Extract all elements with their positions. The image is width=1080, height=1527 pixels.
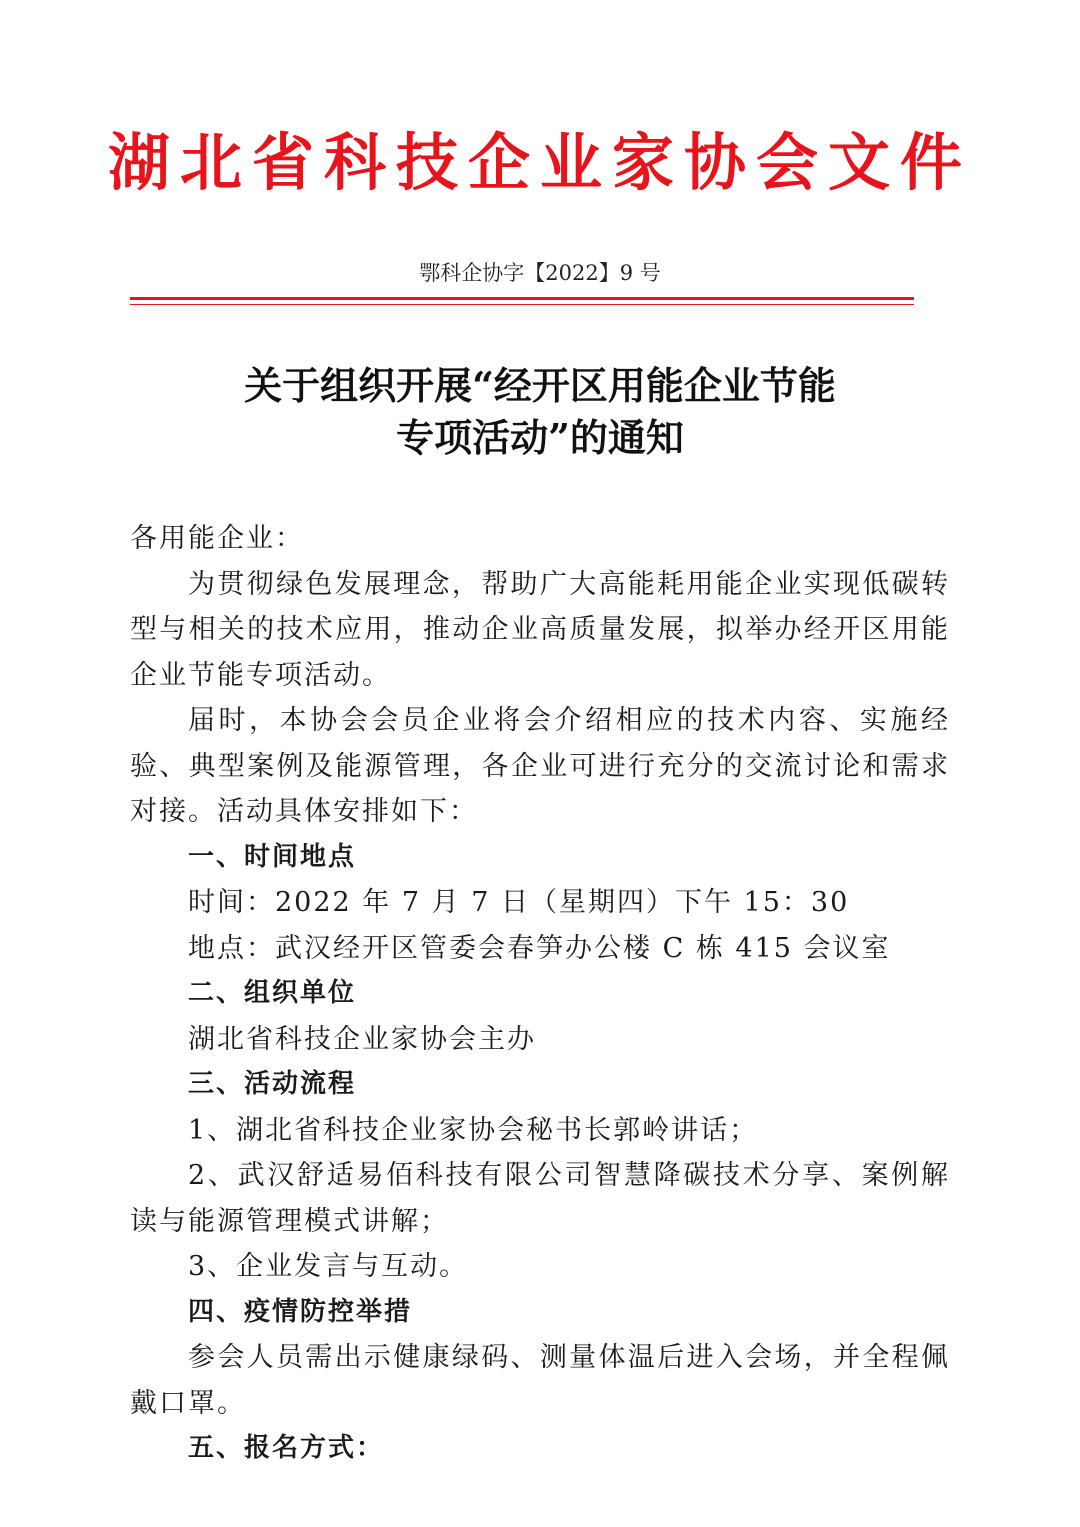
notice-body [130, 516, 950, 1472]
paragraph-arrangement: 届时，本协会会员企业将会介绍相应的技术内容、实施经验、典型案例及能源管理，各企业可进行充分的交流讨论和需求对接。活动具体安排如下： [130, 705, 950, 827]
doc-number: 鄂科企协字【2022】9 号 [419, 261, 661, 285]
notice-title-line2: 专项活动”的通知 [396, 415, 684, 460]
org-file-title: 湖北省科技企业家协会文件 [107, 126, 972, 199]
agenda-item-1: 1、湖北省科技企业家协会秘书长郭岭讲话； [188, 1114, 759, 1146]
agenda-item-2: 2、武汉舒适易佰科技有限公司智慧降碳技术分享、案例解读与能源管理模式讲解； [130, 1160, 950, 1237]
section-heading-organizer: 二、组织单位 [188, 978, 357, 1008]
section-heading-epidemic-control: 四、疫情防控举措 [188, 1296, 413, 1327]
header-divider-thin [130, 304, 914, 305]
notice-title-line1: 关于组织开展“经开区用能企业节能 [244, 363, 836, 408]
agenda-item-3: 3、企业发言与互动。 [188, 1251, 469, 1282]
section-heading-registration: 五、报名方式： [188, 1433, 385, 1463]
notice-title [0, 360, 1080, 464]
section-heading-time-place: 一、时间地点 [188, 841, 357, 872]
salutation: 各用能企业： [130, 523, 304, 554]
header-divider-thick [130, 297, 914, 300]
epidemic-control-text: 参会人员需出示健康绿码、测量体温后进入会场，并全程佩戴口罩。 [130, 1342, 950, 1419]
event-place: 地点：武汉经开区管委会春笋办公楼 C 栋 415 会议室 [188, 932, 891, 964]
paragraph-purpose: 为贯彻绿色发展理念，帮助广大高能耗用能企业实现低碳转型与相关的技术应用，推动企业高质量发展，拟举办经开区用能企业节能专项活动。 [130, 568, 950, 691]
section-heading-agenda: 三、活动流程 [188, 1069, 357, 1099]
organizer-text: 湖北省科技企业家协会主办 [188, 1023, 536, 1055]
event-time: 时间：2022 年 7 月 7 日（星期四）下午 15：30 [188, 887, 850, 918]
